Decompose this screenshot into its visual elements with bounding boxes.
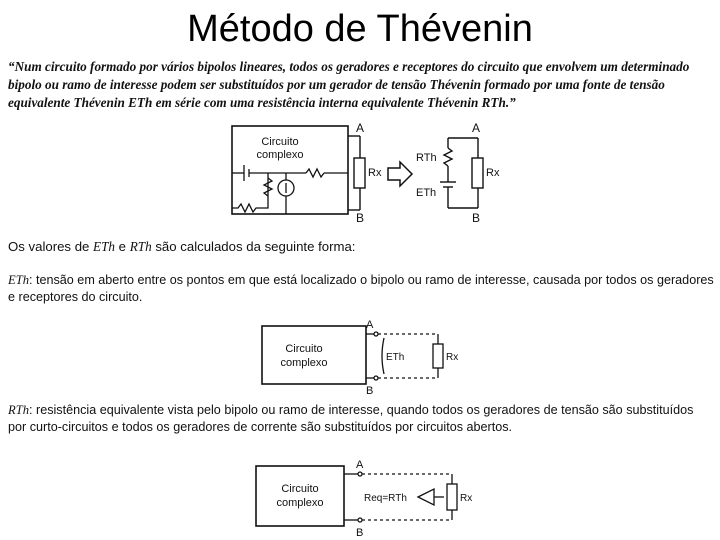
intro-eth-symbol: ETh	[93, 239, 116, 254]
intro-text-1: Os valores de	[8, 239, 94, 254]
rth-symbol: RTh	[481, 95, 506, 110]
box-label-line1: Circuito	[281, 483, 319, 495]
eth-label: ETh	[416, 187, 437, 199]
diagram-thevenin-equivalent	[228, 118, 508, 226]
intro-text-3: são calculados da seguinte forma:	[151, 239, 356, 254]
box-label-line2: complexo	[276, 497, 324, 509]
box-label-line1: Circuito	[285, 343, 323, 355]
diagram-eth-measurement	[258, 318, 468, 398]
node-a-label: A	[356, 121, 365, 135]
statement-text-1: “Num circuito formado por vários bipolos lineares, todos os geradores e receptores do circuito que envolvem um determinado bipolo ou ramo de interesse podem ser substituídos por um gerador de tensão Thévenin formado por uma fonte de tensão equivalente Thévenin	[8, 59, 690, 110]
node-b-label: B	[356, 211, 365, 225]
intro-paragraph	[8, 238, 714, 255]
thevenin-statement	[8, 58, 714, 112]
node-b-label: B	[356, 527, 364, 539]
complex-circuit-box	[256, 466, 344, 526]
diagram-rth-measurement	[252, 454, 492, 538]
rx-resistor	[447, 484, 457, 510]
rx-label: Rx	[460, 493, 473, 504]
eth-def-text: : tensão em aberto entre os pontos em que está localizado o bipolo ou ramo de interesse, causada por todos os geradores e receptores do circuito.	[8, 273, 714, 304]
intro-text-2: e	[115, 239, 130, 254]
rth-label: RTh	[416, 152, 437, 164]
req-label: Req=RTh	[364, 493, 407, 504]
node-a2-label: A	[472, 121, 481, 135]
page-title: Método de Thévenin	[187, 8, 533, 50]
rx-resistor	[433, 344, 443, 368]
box-label-line1: Circuito	[261, 136, 299, 148]
node-b-label: B	[366, 385, 374, 397]
box-label-line2: complexo	[280, 357, 328, 369]
rx-label: Rx	[446, 352, 459, 363]
rx2-label: Rx	[486, 167, 500, 179]
box-label-line2: complexo	[256, 149, 304, 161]
node-a-label: A	[366, 319, 374, 331]
eth-definition	[8, 272, 714, 306]
rth-def-text: : resistência equivalente vista pelo bipolo ou ramo de interesse, quando todos os geradores de tensão são substituídos por curto-circuitos e todos os geradores de corrente são substituídos por circuitos abertos.	[8, 403, 694, 434]
complex-circuit-box	[262, 326, 366, 384]
eth-label: ETh	[386, 352, 405, 363]
rx-resistor	[354, 158, 365, 188]
rth-definition	[8, 402, 714, 436]
rx2-resistor	[472, 158, 483, 188]
ohmmeter-symbol	[418, 489, 434, 505]
rx-label: Rx	[368, 167, 382, 179]
equivalence-arrow	[388, 162, 412, 186]
node-a-label: A	[356, 459, 364, 471]
intro-rth-symbol: RTh	[129, 239, 152, 254]
eth-symbol: ETh	[128, 95, 153, 110]
statement-text-3: .”	[505, 95, 516, 110]
statement-text-2: em série com uma resistência interna equivalente Thévenin	[152, 95, 482, 110]
eth-def-symbol: ETh	[8, 273, 29, 287]
rth-def-symbol: RTh	[8, 403, 29, 417]
node-b2-label: B	[472, 211, 481, 225]
internal-components	[232, 165, 348, 214]
